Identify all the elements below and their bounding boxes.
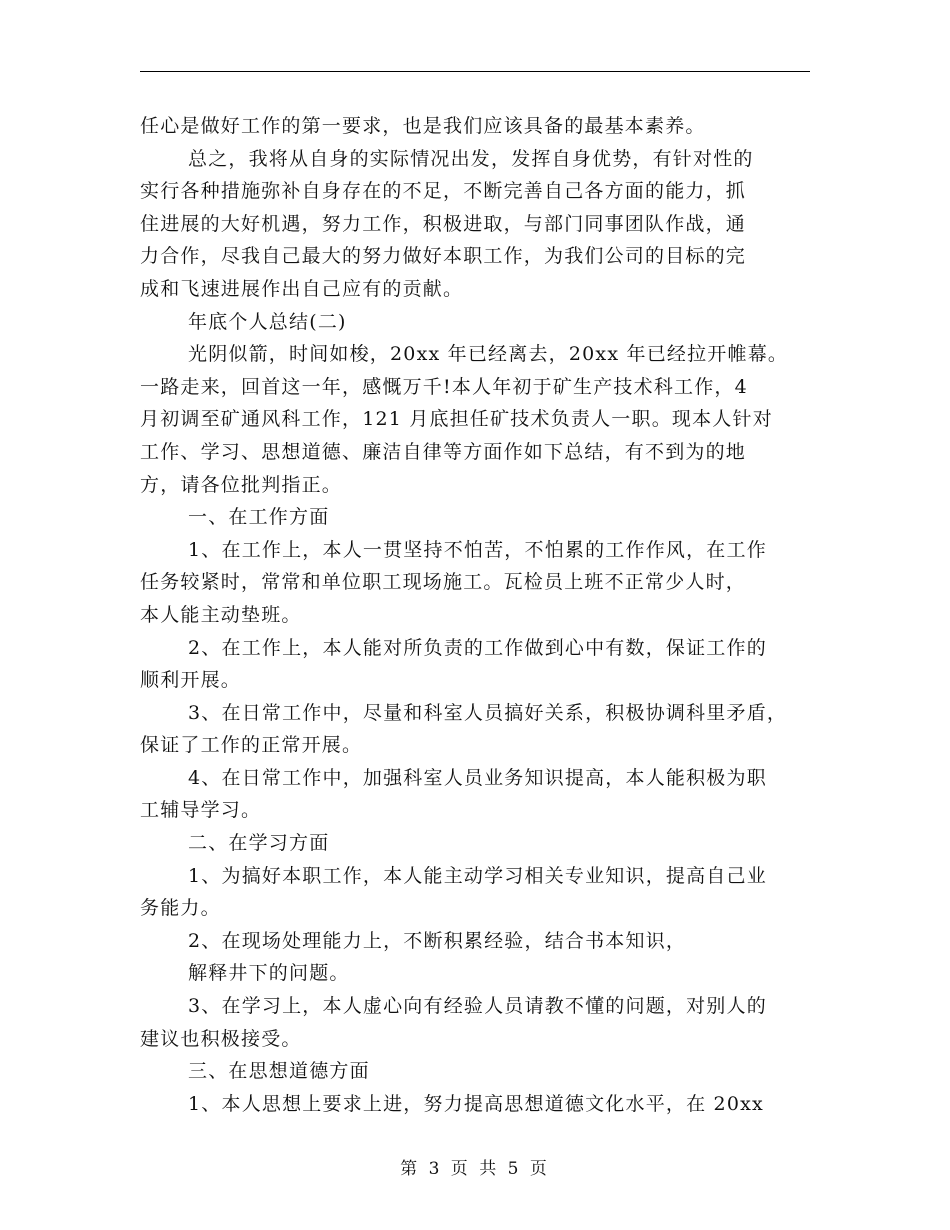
text-line: 2、在现场处理能力上，不断积累经验，结合书本知识，	[188, 929, 687, 952]
text-line: 总之，我将从自身的实际情况出发，发挥自身优势，有针对性的	[188, 147, 754, 170]
text-line: 1、本人思想上要求上进，努力提高思想道德文化水平，在 20xx	[188, 1092, 764, 1115]
text-line: 住进展的大好机遇，努力工作，积极进取，与部门同事团队作战，通	[140, 212, 747, 235]
text-line: 1、为搞好本职工作，本人能主动学习相关专业知识，提高自己业	[188, 864, 767, 887]
text-line: 力合作，尽我自己最大的努力做好本职工作，为我们公司的目标的完	[140, 245, 747, 268]
text-line: 务能力。	[140, 897, 221, 920]
text-line: 成和飞速进展作出自己应有的贡献。	[140, 277, 464, 300]
text-line: 任心是做好工作的第一要求，也是我们应该具备的最基本素养。	[140, 115, 706, 137]
page-footer: 第 3 页 共 5 页	[400, 1159, 550, 1179]
text-line: 解释井下的问题。	[188, 962, 350, 985]
text-line: 建议也积极接受。	[140, 1027, 302, 1050]
text-line: 3、在学习上，本人虚心向有经验人员请教不懂的问题，对别人的	[188, 995, 767, 1018]
text-line: 二、在学习方面	[188, 832, 330, 855]
text-line: 光阴似箭，时间如梭，20xx 年已经离去，20xx 年已经拉开帷幕。	[188, 343, 789, 366]
text-line: 月初调至矿通风科工作，121 月底担任矿技术负责人一职。现本人针对	[140, 408, 773, 431]
text-line: 保证了工作的正常开展。	[140, 734, 363, 757]
text-line: 本人能主动垫班。	[140, 603, 302, 626]
document-body	[140, 110, 820, 1120]
header-rule	[140, 71, 810, 72]
text-line: 实行各种措施弥补自身存在的不足，不断完善自己各方面的能力，抓	[140, 180, 747, 203]
text-line: 1、在工作上，本人一贯坚持不怕苦，不怕累的工作作风，在工作	[188, 538, 767, 561]
text-line: 年底个人总结(二)	[188, 310, 347, 333]
text-line: 3、在日常工作中，尽量和科室人员搞好关系，积极协调科里矛盾，	[188, 701, 788, 724]
text-line: 顺利开展。	[140, 669, 242, 692]
text-line: 工作、学习、思想道德、廉洁自律等方面作如下总结，有不到为的地	[140, 440, 747, 463]
text-line: 一、在工作方面	[188, 506, 330, 529]
text-line: 工辅导学习。	[140, 799, 262, 822]
text-line: 2、在工作上，本人能对所负责的工作做到心中有数，保证工作的	[188, 636, 767, 659]
text-line: 4、在日常工作中，加强科室人员业务知识提高，本人能积极为职	[188, 766, 767, 789]
text-line: 方，请各位批判指正。	[140, 473, 343, 496]
text-line: 三、在思想道德方面	[188, 1060, 370, 1083]
text-line: 任务较紧时，常常和单位职工现场施工。瓦检员上班不正常少人时，	[140, 571, 747, 594]
text-line: 一路走来，回首这一年，感慨万千!本人年初于矿生产技术科工作，4	[140, 375, 748, 398]
